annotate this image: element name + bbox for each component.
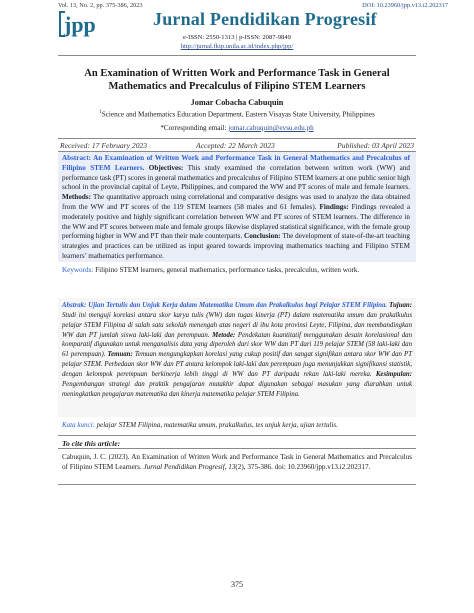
findings-label: Findings: bbox=[319, 202, 349, 211]
journal-name: Jurnal Pendidikan Progresif bbox=[153, 9, 377, 29]
kata-kunci-label: Kata kunci: bbox=[62, 421, 95, 429]
citation-part-c: (2), 375-386. doi: 10.23960/jpp.v13.i2.202317. bbox=[235, 463, 371, 472]
temuan-label: Temuan: bbox=[107, 351, 133, 359]
logo-lettering: jpp bbox=[64, 12, 96, 37]
abstract-heading: Abstract: An Examination of Written Work and Performance Task in General Mathematics and Precalculus of Filipino STEM Learners. bbox=[62, 154, 410, 172]
citation-heading: To cite this article: bbox=[62, 439, 121, 448]
tujuan-text: Studi ini menguji korelasi antara skor karya tulis (WW) dan tugas kinerja (PT) dalam matematika umum dan prakalkulus pelajar STEM Filipina di salah satu sekolah menengah atas negeri di ibu kota provinsi Leyte, Filipina, dan membandingkan WW dan PT jumlah siswa laki-laki dan perempuan. bbox=[62, 311, 412, 339]
temuan-text: Temuan mengungkapkan korelasi yang cukup positif dan sangat signifikan antara skor WW dan PT pelajar STEM. Perbedaan skor WW dan PT antara kelompok laki-laki dan perempuan juga menunjukkan signifikansi statistik, dengan kelompok perempuan berkinerja lebih tinggi di WW dan PT daripada rekan laki-laki mereka. bbox=[62, 351, 413, 378]
conclusion-label: Conclusion: bbox=[244, 232, 281, 241]
page-number: 375 bbox=[231, 580, 243, 589]
citation-mid-divider bbox=[58, 448, 416, 449]
corresponding-label: *Corresponding email: bbox=[160, 124, 229, 132]
citation-volume: 13 bbox=[228, 463, 236, 472]
received-date: Received: 17 February 2023 bbox=[60, 141, 148, 150]
metode-text: Pendekatan kuantitatif menggunakan desain korelasional dan komparatif digunakan untuk menganalisis data yang diperoleh dari skor WW dan PT dari 119 pelajar STEM (58 laki-laki dan 61 perempuan). bbox=[62, 331, 412, 359]
citation-text bbox=[62, 452, 412, 472]
affiliation bbox=[0, 110, 474, 118]
article-title bbox=[60, 68, 414, 93]
author-name: Jomar Cobacha Cabuquin bbox=[190, 98, 284, 107]
citation-part-a: Cabuquin, J. C. (2023). An Examination of Written Work and Performance Task in General Mathematics and Precalculus of Filipino STEM Learners. bbox=[62, 453, 412, 472]
abstrak-text bbox=[62, 301, 412, 399]
published-date: Published: 03 April 2023 bbox=[337, 141, 414, 150]
affiliation-text: Science and Mathematics Education Department, Eastern Visayas State University, Philippines bbox=[101, 110, 375, 119]
methods-text: The quantitative approach using correlational and comparative designs was used to analyze the data obtained from the WW and PT scores of the 119 STEM learners (58 males and 61 females). bbox=[62, 193, 410, 211]
citation-bottom-divider bbox=[58, 484, 416, 485]
doi-info: DOI: 10.23960/jpp.v13.i2.202317 bbox=[362, 2, 448, 9]
title-line-2: Mathematics and Precalculus of Filipino STEM Learners bbox=[108, 80, 366, 92]
kesimpulan-text: Pengembangan strategi dan praktik pengajaran mutakhir dapat digunakan sebagai masukan yang diarahkan untuk meningkatkan pengajaran matematika dan kinerja matematika pelajar STEM Filipina. bbox=[62, 380, 412, 398]
volume-info: Vol. 13, No. 2, pp. 375-386, 2023 bbox=[58, 2, 143, 9]
keywords bbox=[62, 266, 410, 276]
citation-journal: Jurnal Pendidikan Progresif bbox=[143, 463, 225, 472]
email-link[interactable]: jomar.cabuquin@evsu.edu.ph bbox=[228, 124, 314, 132]
keywords-label: Keywords: bbox=[62, 266, 94, 274]
citation-part-b: , bbox=[224, 463, 229, 472]
abstrak-box bbox=[58, 298, 416, 417]
kata-kunci-text: pelajar STEM Filipina, matematika umum, prakalkulus, tes unjuk kerja, ujian tertulis. bbox=[94, 421, 338, 429]
abstract-box bbox=[58, 152, 416, 262]
metode-label: Metode: bbox=[212, 331, 236, 339]
methods-label: Methods: bbox=[62, 193, 91, 202]
issn: e-ISSN: 2550-1313 | p-ISSN: 2087-9849 bbox=[183, 34, 291, 41]
objectives-text: This study examined the correlation between written work (WW) and performance task (PT) scores in general mathematics and precalculus of Filipino STEM learners at one public senior high school in the provincial capital of Leyte, Philippines, and compared the WW and PT scores of male and female learners. bbox=[62, 163, 410, 192]
conclusion-text: The development of state-of-the-art teaching strategies and practices can be utilized as input geared towards improving mathematics teaching and Filipino STEM learners’ mathematics performance. bbox=[62, 232, 410, 260]
objectives-label: Objectives: bbox=[148, 163, 184, 172]
corresponding-email bbox=[0, 124, 474, 132]
abstrak-heading: Abstrak: Ujian Tertulis dan Unjuk Kerja dalam Matematika Umum dan Prakalkulus bagi Pelajar STEM Filipina. bbox=[62, 302, 388, 309]
dates-top-divider bbox=[58, 138, 416, 139]
journal-url-link[interactable]: http://jurnal.fkip.unila.ac.id/index.php/jpp/ bbox=[180, 43, 294, 50]
tujuan-label: Tujuan: bbox=[389, 302, 413, 309]
abstract-text bbox=[62, 154, 410, 262]
kesimpulan-label: Kesimpulan: bbox=[375, 370, 412, 378]
affiliation-marker: 1 bbox=[99, 110, 102, 115]
citation-top-divider bbox=[58, 435, 416, 436]
header-divider bbox=[58, 55, 416, 56]
keywords-text: Filipino STEM learners, general mathematics, performance tasks, precalculus, written work. bbox=[93, 266, 360, 274]
accepted-date: Accepted: 22 March 2023 bbox=[196, 141, 275, 150]
kata-kunci bbox=[62, 420, 410, 430]
findings-text: Findings revealed a moderately positive and highly significant correlation between WW and PT scores of STEM learners. The difference in the WW and PT scores between male and female groups likewise displayed statistical significance, with the female group performing higher in WW and PT than their male counterparts. bbox=[62, 202, 410, 241]
title-line-1: An Examination of Written Work and Performance Task in General bbox=[84, 68, 390, 79]
